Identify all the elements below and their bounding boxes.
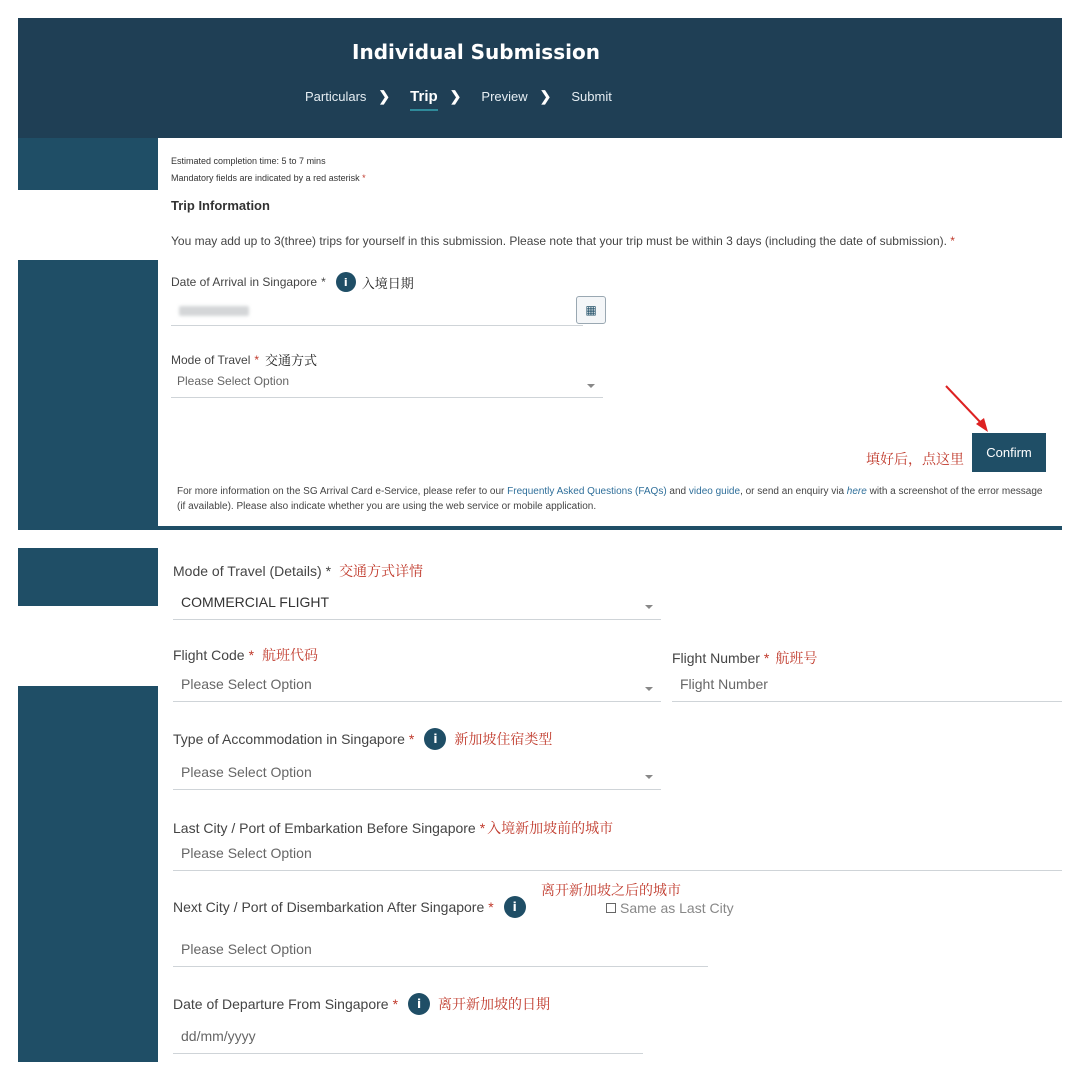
arrival-date-label: Date of Arrival in Singapore * i 入境日期 [171,272,414,292]
travel-mode-label: Mode of Travel * 交通方式 [171,352,318,368]
info-icon[interactable]: i [504,896,526,918]
video-guide-link[interactable]: video guide [688,486,741,497]
flight-number-label: Flight Number * 航班号 [672,650,818,666]
calendar-icon[interactable]: ▦ [576,296,606,324]
checkbox-icon[interactable] [606,903,616,913]
app-header [18,18,1062,138]
side-band [18,260,158,528]
section-title: Trip Information [171,198,270,213]
chevron-right-icon: ❯ [539,88,552,104]
next-city-select[interactable]: Please Select Option [173,941,708,967]
step-particulars[interactable]: Particulars [305,89,367,104]
last-city-select[interactable]: Please Select Option [173,845,1062,871]
side-band [18,138,158,190]
page-title: Individual Submission [352,40,600,64]
chevron-right-icon: ❯ [449,88,462,104]
side-band [18,686,158,1062]
same-as-last-city-checkbox[interactable]: Same as Last City [606,900,734,916]
trip-card [158,138,1060,526]
help-footer: For more information on the SG Arrival Card e-Service, please refer to our Frequently Asked Questions (FAQs) and video guide, or send an enquiry via here with a screenshot of the error message (if available). Please also indicate whether you are using the web service or mobile application. [177,486,1043,512]
step-submit[interactable]: Submit [571,89,612,104]
chevron-right-icon: ❯ [378,88,391,104]
confirm-button[interactable]: Confirm [972,433,1046,472]
travel-mode-select[interactable]: Please Select Option [171,374,603,398]
mandatory-note: Mandatory fields are indicated by a red asterisk * [171,173,366,183]
step-preview[interactable]: Preview [481,89,528,104]
next-city-label: Next City / Port of Disembarkation After Singapore * i [173,896,526,918]
chevron-down-icon [645,605,653,609]
flight-code-label: Flight Code * 航班代码 [173,647,319,663]
chevron-down-icon [645,775,653,779]
flight-number-input[interactable]: Flight Number [672,676,1062,702]
accommodation-label: Type of Accommodation in Singapore * i 新加坡住宿类型 [173,728,552,750]
next-city-annotation: 离开新加坡之后的城市 [541,882,681,898]
trip-note: You may add up to 3(three) trips for yourself in this submission. Please note that your trip must be within 3 days (including the date of submission). * [171,234,955,248]
chevron-down-icon [645,687,653,691]
last-city-label: Last City / Port of Embarkation Before Singapore * 入境新加坡前的城市 [173,820,614,836]
info-icon[interactable]: i [336,272,356,292]
redacted-date [179,306,249,316]
faq-link[interactable]: Frequently Asked Questions (FAQs) [507,486,667,497]
mode-details-select[interactable]: COMMERCIAL FLIGHT [173,594,661,620]
card-border [18,526,1062,530]
side-band [18,548,158,606]
confirm-annotation: 填好后，点这里 [866,451,964,467]
completion-time: Estimated completion time: 5 to 7 mins [171,156,326,166]
info-icon[interactable]: i [408,993,430,1015]
departure-date-input[interactable]: dd/mm/yyyy [173,1028,643,1054]
arrival-date-input[interactable] [171,298,583,326]
flight-code-select[interactable]: Please Select Option [173,676,661,702]
mode-details-label: Mode of Travel (Details) * 交通方式详情 [173,563,424,579]
chevron-down-icon [587,384,595,388]
step-trip[interactable]: Trip [410,88,438,105]
departure-date-label: Date of Departure From Singapore * i 离开新加坡的日期 [173,993,550,1015]
enquiry-link[interactable]: here [846,486,867,497]
progress-steps [305,88,612,105]
accommodation-select[interactable]: Please Select Option [173,764,661,790]
info-icon[interactable]: i [424,728,446,750]
